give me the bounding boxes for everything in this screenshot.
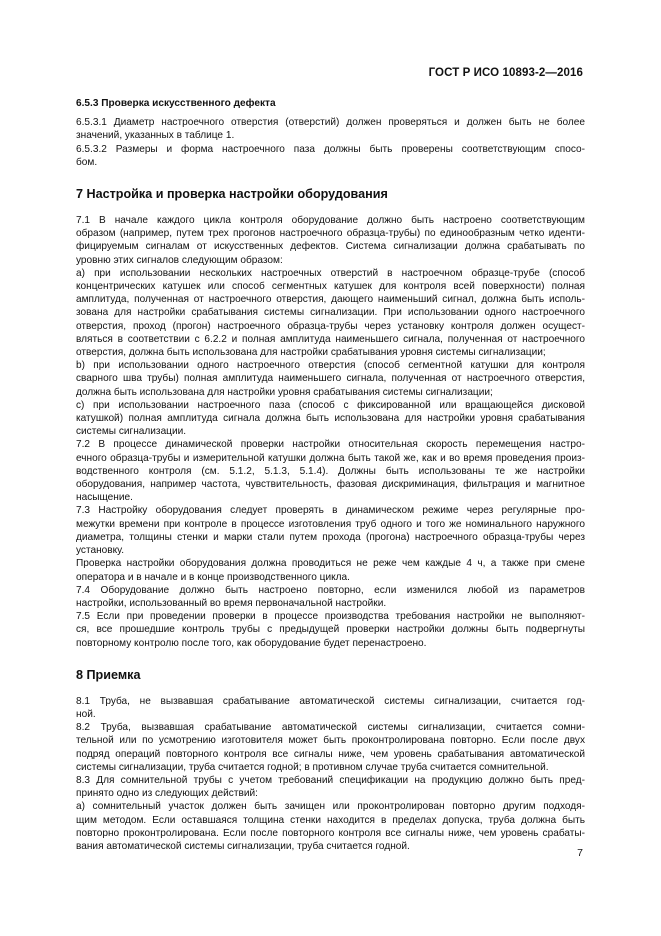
document-code: ГОСТ Р ИСО 10893-2—2016 [428, 67, 583, 79]
text-line: ечного образца-трубы и измерительной катушки должна быть такой же, как и во время проведения произ- [76, 452, 585, 464]
text-line: вания автоматической системы сигнализации, труба считается годной. [76, 840, 410, 852]
text-line: бом. [76, 156, 98, 168]
paragraph-8-3-a [62, 800, 585, 853]
text-line: b) при использовании одного настроечного отверстия (способ сегментной катушки для контроля [76, 360, 585, 372]
text-line: 8.1 Труба, не вызвавшая срабатывание автоматической системы сигнализации, считается год- [76, 695, 585, 707]
text-line: системы сигнализации, труба считается годной; в противном случае труба считается сомнительной. [76, 761, 549, 773]
text-line: установку. [76, 545, 125, 557]
subsection-6-5-3-title: 6.5.3 Проверка искусственного дефекта [76, 98, 276, 109]
text-line: значений, указанных в таблице 1. [76, 130, 235, 142]
text-line: должна быть использована для настройки уровня срабатывания системы сигнализации; [76, 386, 493, 398]
text-line: 6.5.3.2 Размеры и форма настроечного паза должны быть проверены соответствующим спосо- [76, 143, 585, 155]
text-line: катушкой) полная амплитуда сигнала должна быть использована для настройки уровня срабатывания [76, 413, 585, 425]
text-line: а) при использовании нескольких настроечных отверстий в настроечном образце-трубе (способ [76, 267, 585, 279]
text-line: тельной или по усмотрению изготовителя может быть проконтролирована повторно. Если после двух [76, 735, 585, 747]
text-line: щим методом. Если оставшаяся толщина стенки находится в пределах допуска, труба должна быть [76, 814, 585, 826]
text-line: принято одно из следующих действий: [76, 788, 258, 800]
paragraph-8-2 [62, 721, 585, 774]
text-line: образом (например, путем трех прогонов настроечного образца-трубы) по единообразным четко иденти- [76, 228, 585, 240]
text-line: ной. [76, 708, 96, 720]
page-number: 7 [577, 847, 583, 859]
text-line: зована для настройки срабатывания системы сигнализации. При использовании одного настроечного [76, 307, 585, 319]
paragraph-7-1-b [62, 359, 585, 399]
section-7-title: 7 Настройка и проверка настройки оборудования [76, 187, 388, 202]
text-line: оператора и в начале и в конце производственного цикла. [76, 571, 350, 583]
paragraph-7-2 [62, 438, 585, 504]
text-line: сварного шва трубы) полная амплитуда наименьшего сигнала, полученная от настроечного отверстия, [76, 373, 585, 385]
paragraph-6-5-3-1 [62, 116, 585, 142]
text-line: а) сомнительный участок должен быть зачищен или проконтролирован повторно другим подходя- [76, 801, 585, 813]
text-line: 8.2 Труба, вызвавшая срабатывание автоматической системы сигнализации, считается сомни- [76, 722, 585, 734]
paragraph-7-3-check-frequency [62, 557, 585, 583]
paragraph-6-5-3-2 [62, 143, 585, 169]
text-line: с) при использовании настроечного паза (способ с фиксированной или вращающейся дисковой [76, 399, 585, 411]
paragraph-7-4 [62, 584, 585, 610]
paragraph-8-1 [62, 695, 585, 721]
text-line: водственного контроля (см. 5.1.2, 5.1.3, 5.1.4). Должны быть использованы те же настройки [76, 465, 585, 477]
text-line: вляться в соответствии с 6.2.2 и полная амплитуда наименьшего сигнала, полученная от настроечного [76, 333, 585, 345]
text-line: ся, все прошедшие контроль трубы с предыдущей проверки настройки должны быть подвергнуты [76, 624, 585, 636]
text-line: настройки, использованный во время первоначальной настройки. [76, 597, 387, 609]
text-line: 7.1 В начале каждого цикла контроля оборудование должно быть настроено соответствующим [76, 215, 585, 227]
text-line: 7.2 В процессе динамической проверки настройки относительная скорость перемещения настро- [76, 439, 585, 451]
text-line: 7.4 Оборудование должно быть настроено повторно, если изменился любой из параметров [76, 584, 585, 596]
text-line: Проверка настройки оборудования должна проводиться не реже чем каждые 4 ч, а также при смене [76, 558, 585, 570]
paragraph-7-1 [62, 214, 585, 267]
text-line: повторному контролю после того, как оборудование будет перенастроено. [76, 637, 427, 649]
text-line: системы сигнализации. [76, 426, 187, 438]
text-line: 7.3 Настройку оборудования следует проверять в динамическом режиме через регулярные про- [76, 505, 585, 517]
page-content [62, 97, 585, 853]
paragraph-7-1-a [62, 267, 585, 359]
text-line: амплитуда, полученная от настроечного отверстия, дающего наименьший сигнал, должна быть исполь- [76, 294, 585, 306]
text-line: 8.3 Для сомнительной трубы с учетом требований спецификации на продукцию должно быть пред- [76, 774, 585, 786]
text-line: фицируемым сигналам от искусственных дефектов. Система сигнализации должна срабатывать по [76, 241, 585, 253]
paragraph-7-3 [62, 504, 585, 557]
text-line: насыщение. [76, 492, 133, 504]
paragraph-8-3 [62, 774, 585, 800]
text-line: концентрических катушек или способ сегментных катушек для контроля всей поверхности) полная [76, 281, 585, 293]
text-line: межутки времени при контроле в процессе изготовления труб одного и того же номинального наружного [76, 518, 585, 530]
text-line: 6.5.3.1 Диаметр настроечного отверстия (отверстий) должен проверяться и должен быть не более [76, 117, 585, 129]
text-line: оборудования, например частота, чувствительность, фазовая дискриминация, фильтрация и магнитное [76, 479, 585, 491]
text-line: повторно проконтролирована. Если после повторного контроля все сигналы ниже, чем уровень срабаты- [76, 827, 585, 839]
text-line: отверстия, проход (прогон) настроечного образца-трубы через установку контроля должен осущест- [76, 320, 585, 332]
paragraph-7-1-c [62, 399, 585, 439]
text-line: уровню этих сигналов следующим образом: [76, 254, 283, 266]
text-line: 7.5 Если при проведении проверки в процессе производства требования настройки не выполняют- [76, 611, 585, 623]
text-line: подряд операций повторного контроля все сигналы ниже, чем уровень срабатывания автоматической [76, 748, 585, 760]
paragraph-7-5 [62, 610, 585, 650]
text-line: диаметра, толщины стенки и марки стали путем прохода (прогона) настроечного образца-трубы через [76, 531, 585, 543]
section-8-title: 8 Приемка [76, 667, 141, 682]
text-line: отверстия, должна быть использована для настройки срабатывания уровня системы сигнализации; [76, 347, 546, 359]
